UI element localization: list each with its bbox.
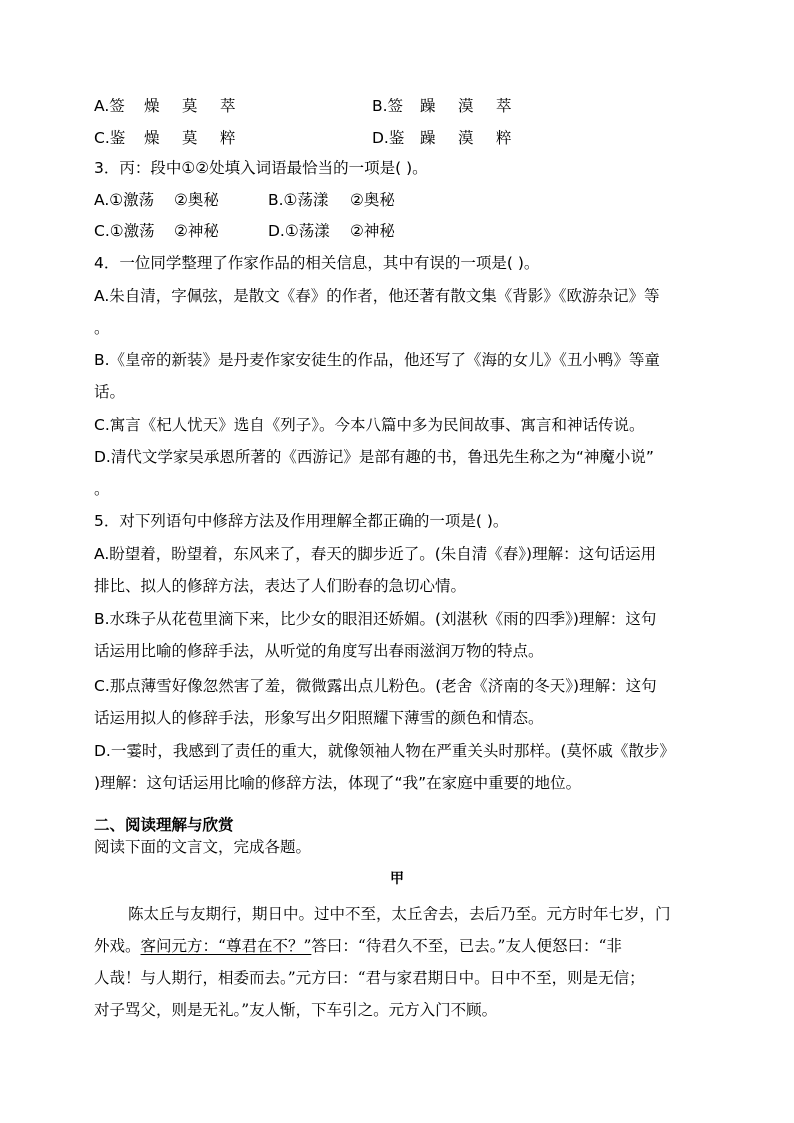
q4-option-a-line1: A.朱自清，字佩弦，是散文《春》的作者，他还著有散文集《背影》《欧游杂记》等	[94, 287, 660, 305]
q4-option-d-line1: D.清代文学家吴承恩所著的《西游记》是部有趣的书，鲁迅先生称之为“神魔小说”	[94, 448, 654, 466]
option-word: 躁	[420, 97, 436, 115]
passage-line-3: 人哉！与人期行，相委而去。”元方曰：“君与家君期日中。日中不至，则是无信；	[94, 969, 645, 987]
q4-option-b-line1: B.《皇帝的新装》是丹麦作家安徒生的作品，他还写了《海的女儿》《丑小鸭》等童	[94, 351, 660, 369]
option-label: D.鉴	[372, 129, 405, 147]
q5-option-c-line2: 话运用拟人的修辞手法，形象写出夕阳照耀下薄雪的颜色和情态。	[94, 709, 544, 727]
option-label: B.签	[372, 97, 404, 115]
option-word: 粹	[220, 129, 236, 147]
q4-option-b-line2: 话。	[94, 383, 126, 401]
option-text: ②神秘	[174, 222, 219, 240]
option-label: C.鉴	[94, 129, 126, 147]
option-text: C.①激荡	[94, 222, 155, 240]
underlined-sentence: 客问元方：“尊君在不？”	[140, 937, 312, 955]
q3-stem: 3．丙：段中①②处填入词语最恰当的一项是( )。	[94, 159, 428, 177]
option-word: 躁	[420, 129, 436, 147]
option-word: 燥	[144, 97, 160, 115]
option-word: 漠	[458, 129, 474, 147]
option-word: 萃	[220, 97, 236, 115]
q4-stem: 4．一位同学整理了作家作品的相关信息，其中有误的一项是( )。	[94, 254, 540, 272]
q2-option-a	[94, 96, 258, 116]
option-word: 燥	[144, 129, 160, 147]
passage-line-4: 对子骂父，则是无礼。”友人惭，下车引之。元方入门不顾。	[94, 1001, 498, 1019]
passage-text: 外戏。	[94, 937, 141, 955]
q5-option-c-line1: C.那点薄雪好像忽然害了羞，微微露出点儿粉色。(老舍《济南的冬天》)理解：这句	[94, 677, 657, 695]
passage-line-1: 陈太丘与友期行，期日中。过中不至，太丘舍去，去后乃至。元方时年七岁，门	[128, 905, 671, 923]
passage-line-2	[94, 936, 622, 956]
q5-option-b-line1: B.水珠子从花苞里滴下来，比少女的眼泪还娇媚。(刘湛秋《雨的四季》)理解：这句	[94, 610, 657, 628]
q4-option-d-line2: 。	[94, 480, 110, 498]
option-text: ②奥秘	[174, 191, 219, 209]
q4-option-c: C.寓言《杞人忧天》选自《列子》。今本八篇中多为民间故事、寓言和神话传说。	[94, 416, 645, 434]
option-text: A.①激荡	[94, 191, 155, 209]
option-word: 莫	[182, 97, 198, 115]
option-label: A.签	[94, 97, 125, 115]
q4-option-a-line2: 。	[94, 319, 110, 337]
q5-option-a-line1: A.盼望着，盼望着，东风来了，春天的脚步近了。(朱自清《春》)理解：这句话运用	[94, 545, 657, 563]
q5-option-d-line1: D.一霎时，我感到了责任的重大，就像领袖人物在严重关头时那样。(莫怀戚《散步》	[94, 742, 675, 760]
option-word: 萃	[496, 97, 512, 115]
q2-option-d	[372, 128, 534, 148]
q5-option-a-line2: 排比、拟人的修辞方法，表达了人们盼春的急切心情。	[94, 577, 467, 595]
option-text: B.①荡漾	[268, 191, 329, 209]
option-word: 粹	[496, 129, 512, 147]
section-intro: 阅读下面的文言文，完成各题。	[94, 838, 312, 856]
option-text: ②奥秘	[350, 191, 395, 209]
q5-option-d-line2: )理解：这句话运用比喻的修辞方法，体现了“我”在家庭中重要的地位。	[94, 774, 582, 792]
section-heading: 二、阅读理解与欣赏	[94, 816, 234, 834]
q3-options-ab	[94, 190, 395, 210]
q5-option-b-line2: 话运用比喻的修辞手法，从听觉的角度写出春雨滋润万物的特点。	[94, 642, 544, 660]
option-text: D.①荡漾	[268, 222, 330, 240]
q3-options-cd	[94, 221, 395, 241]
option-text: ②神秘	[350, 222, 395, 240]
passage-label-jia: 甲	[390, 871, 404, 887]
option-word: 莫	[182, 129, 198, 147]
passage-text: 答曰：“待君久不至，已去。”友人便怒曰：“非	[311, 937, 622, 955]
q2-option-c	[94, 128, 258, 148]
q2-option-b	[372, 96, 534, 116]
option-word: 漠	[458, 97, 474, 115]
q5-stem: 5．对下列语句中修辞方法及作用理解全都正确的一项是( )。	[94, 512, 509, 530]
